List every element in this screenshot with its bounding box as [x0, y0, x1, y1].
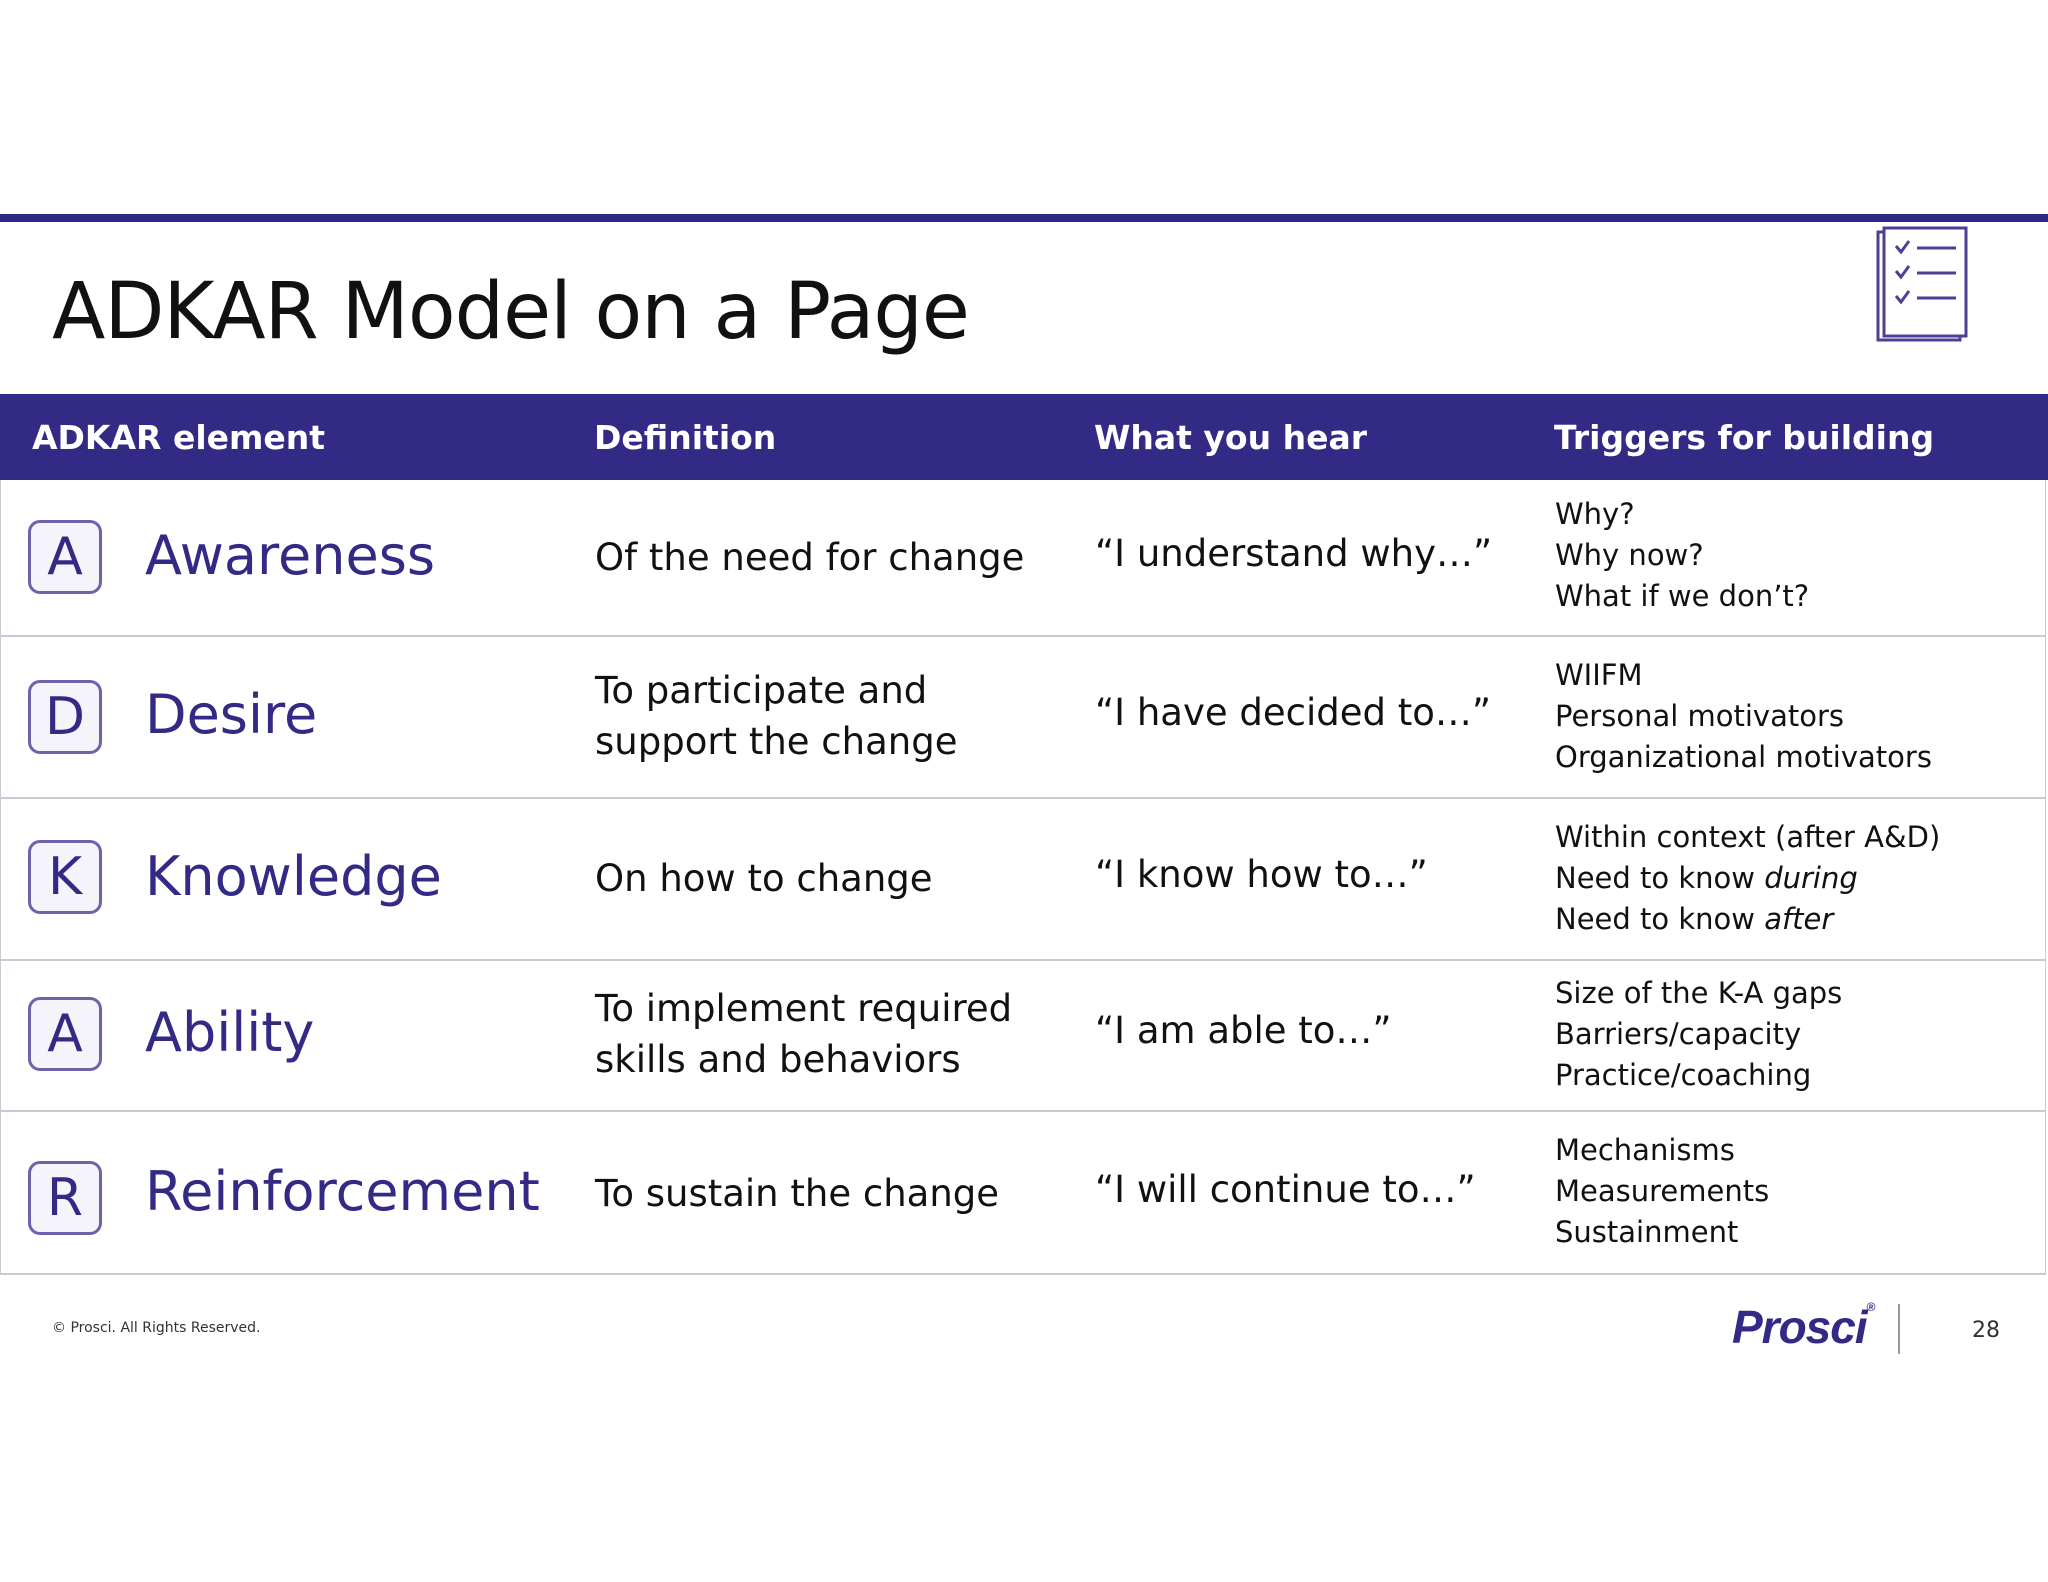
definition: To participate and support the change: [595, 669, 958, 763]
table-header: [0, 394, 2048, 480]
letter-badge: K: [28, 840, 102, 914]
trigger-item: WIIFM: [1555, 658, 1643, 692]
trigger-text: Need to know: [1555, 861, 1765, 895]
letter-badge: A: [28, 997, 102, 1071]
what-you-hear: “I know how to…”: [1095, 853, 1428, 896]
definition: To implement required skills and behaviors: [595, 987, 1013, 1081]
prosci-logo: [1732, 1300, 1874, 1354]
triggers: [1555, 817, 1940, 940]
page-number: 28: [1972, 1318, 2000, 1343]
what-you-hear: “I will continue to…”: [1095, 1168, 1476, 1211]
header-adkar-element: ADKAR element: [32, 417, 326, 457]
trigger-item: Measurements: [1555, 1174, 1770, 1208]
trigger-item: Barriers/capacity: [1555, 1017, 1802, 1051]
element-name: Knowledge: [145, 845, 442, 908]
triggers: [1555, 494, 1809, 617]
slide-title: ADKAR Model on a Page: [52, 267, 969, 357]
what-you-hear: “I am able to…”: [1095, 1009, 1392, 1052]
table-row: [0, 1112, 2046, 1275]
logo-registered-mark: ®: [1866, 1300, 1875, 1314]
trigger-item: Practice/coaching: [1555, 1058, 1812, 1092]
triggers: [1555, 973, 1842, 1096]
trigger-item: Organizational motivators: [1555, 740, 1932, 774]
checklist-icon: [1872, 226, 1972, 346]
element-name: Reinforcement: [145, 1160, 540, 1223]
what-you-hear: “I understand why…”: [1095, 532, 1493, 575]
what-you-hear: “I have decided to…”: [1095, 691, 1492, 734]
adkar-table: [0, 394, 2048, 1275]
table-row: [0, 961, 2046, 1112]
element-name: Ability: [145, 1001, 315, 1064]
trigger-item: [1555, 899, 1940, 940]
copyright-notice: © Prosci. All Rights Reserved.: [52, 1320, 261, 1336]
table-row: [0, 480, 2046, 637]
trigger-text: Need to know: [1555, 902, 1765, 936]
letter-badge: A: [28, 520, 102, 594]
trigger-item: Mechanisms: [1555, 1133, 1735, 1167]
element-name: Awareness: [145, 524, 435, 587]
footer-divider: [1898, 1304, 1900, 1354]
definition: Of the need for change: [595, 536, 1025, 579]
header-what-you-hear: What you hear: [1094, 417, 1368, 457]
trigger-item: Personal motivators: [1555, 699, 1844, 733]
trigger-item: Sustainment: [1555, 1215, 1739, 1249]
header-definition: Definition: [594, 417, 777, 457]
letter-badge: D: [28, 680, 102, 754]
table-row: [0, 637, 2046, 799]
trigger-item: Within context (after A&D): [1555, 820, 1941, 854]
triggers: [1555, 655, 1932, 778]
top-rule: [0, 214, 2048, 222]
header-triggers: Triggers for building: [1554, 417, 1935, 457]
trigger-item: [1555, 858, 1940, 899]
element-name: Desire: [145, 683, 318, 746]
trigger-emphasis: during: [1764, 861, 1858, 895]
trigger-item: Why?: [1555, 497, 1635, 531]
trigger-item: What if we don’t?: [1555, 579, 1810, 613]
logo-text: Prosci: [1732, 1301, 1867, 1353]
definition: To sustain the change: [595, 1172, 1000, 1215]
triggers: [1555, 1130, 1769, 1253]
trigger-emphasis: after: [1764, 902, 1834, 936]
table-row: [0, 799, 2046, 961]
trigger-item: Why now?: [1555, 538, 1704, 572]
trigger-item: Size of the K-A gaps: [1555, 976, 1843, 1010]
definition: On how to change: [595, 857, 933, 900]
letter-badge: R: [28, 1161, 102, 1235]
